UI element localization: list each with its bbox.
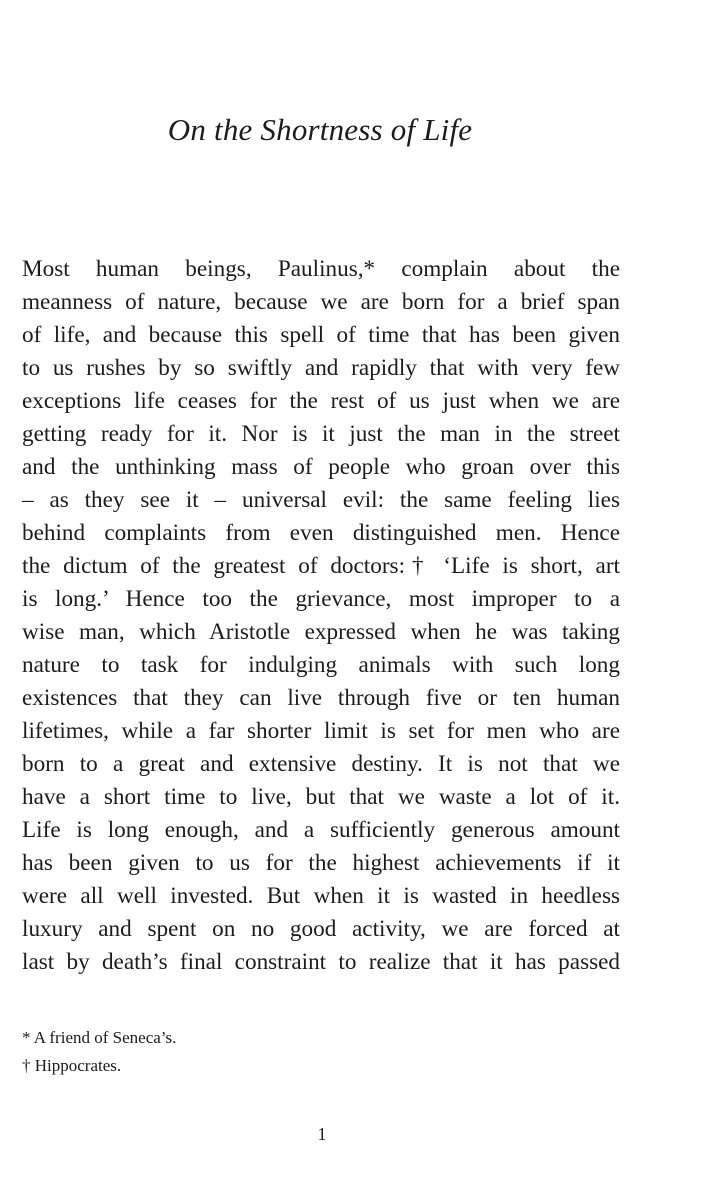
paragraph-line: has been given to us for the highest achievements if it — [22, 850, 620, 876]
footnote: † Hippocrates. — [22, 1056, 122, 1075]
paragraph-line: is long.’ Hence too the grievance, most improper to a — [22, 586, 620, 612]
chapter-title: On the Shortness of Life — [167, 112, 473, 147]
paragraph-line: exceptions life ceases for the rest of us just when we are — [22, 388, 620, 414]
page-number: 1 — [317, 1124, 327, 1144]
paragraph-line: existences that they can live through five or ten human — [22, 685, 620, 711]
paragraph-line: born to a great and extensive destiny. It is not that we — [22, 751, 620, 777]
paragraph-line: of life, and because this spell of time that has been given — [22, 322, 620, 348]
footnote: * A friend of Seneca’s. — [22, 1028, 177, 1047]
paragraph-line: the dictum of the greatest of doctors:† ‘Life is short, art — [22, 553, 620, 579]
paragraph-line: were all well invested. But when it is wasted in heedless — [22, 883, 620, 909]
paragraph-line: lifetimes, while a far shorter limit is set for men who are — [22, 718, 620, 744]
paragraph-line: and the unthinking mass of people who groan over this — [22, 454, 620, 480]
paragraph-line: getting ready for it. Nor is it just the man in the street — [22, 421, 620, 447]
paragraph-line: last by death’s final constraint to realize that it has passed — [22, 949, 620, 975]
paragraph-line: to us rushes by so swiftly and rapidly that with very few — [22, 355, 620, 381]
paragraph-line: Life is long enough, and a sufficiently generous amount — [22, 817, 620, 843]
paragraph-line: have a short time to live, but that we waste a lot of it. — [22, 784, 620, 810]
paragraph-line: – as they see it – universal evil: the same feeling lies — [22, 487, 620, 513]
paragraph-line: Most human beings, Paulinus,* complain about the — [22, 256, 620, 282]
paragraph-line: nature to task for indulging animals with such long — [22, 652, 620, 678]
footnotes — [22, 1024, 522, 1080]
paragraph-line: meanness of nature, because we are born for a brief span — [22, 289, 620, 315]
body-paragraph — [22, 253, 620, 979]
paragraph-line: luxury and spent on no good activity, we are forced at — [22, 916, 620, 942]
paragraph-line: wise man, which Aristotle expressed when he was taking — [22, 619, 620, 645]
paragraph-line: behind complaints from even distinguished men. Hence — [22, 520, 620, 546]
